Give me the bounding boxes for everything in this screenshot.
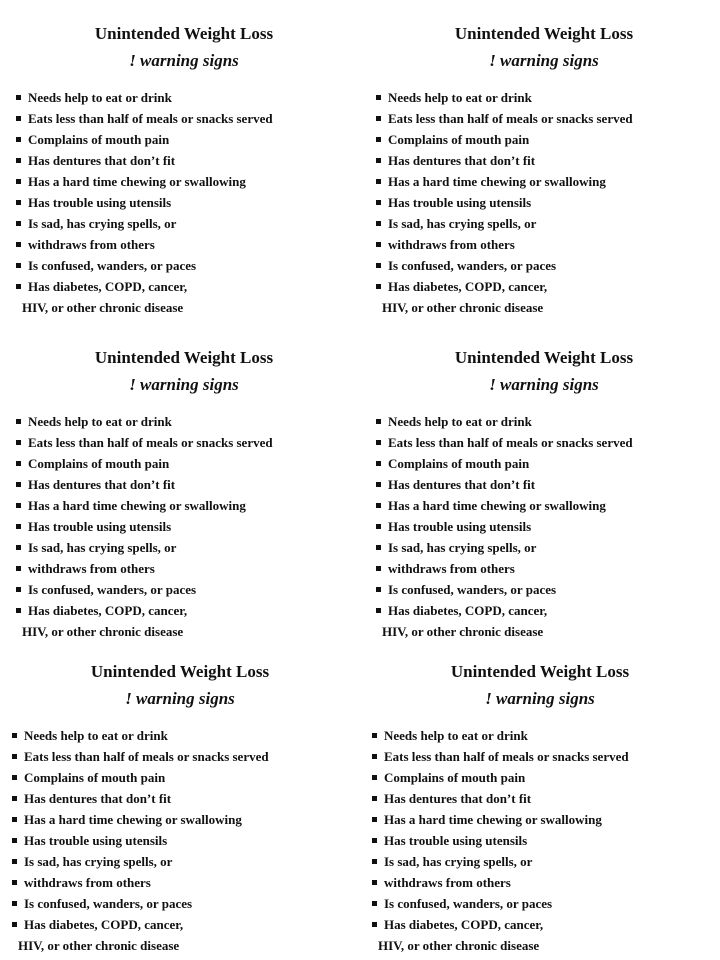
list-item: Complains of mouth pain — [14, 129, 273, 150]
list-item: Eats less than half of meals or snacks served — [374, 108, 633, 129]
bullet-square-icon — [376, 419, 381, 424]
list-item: Has trouble using utensils — [370, 830, 629, 851]
card-title: Unintended Weight Loss — [94, 348, 274, 367]
bullet-square-icon — [376, 284, 381, 289]
card-subtitle: ! warning signs — [129, 375, 239, 394]
bullet-square-icon — [16, 419, 21, 424]
list-item: withdraws from others — [10, 872, 269, 893]
bullet-square-icon — [16, 158, 21, 163]
card-subtitle: ! warning signs — [489, 51, 599, 70]
list-item: Has a hard time chewing or swallowing — [14, 171, 273, 192]
list-item: Has a hard time chewing or swallowing — [14, 495, 273, 516]
bullet-square-icon — [376, 545, 381, 550]
bullet-square-icon — [372, 901, 377, 906]
bullet-square-icon — [12, 859, 17, 864]
list-item: Has a hard time chewing or swallowing — [374, 171, 633, 192]
list-item: Has dentures that don’t fit — [10, 788, 269, 809]
list-item: Has diabetes, COPD, cancer, — [374, 276, 633, 297]
list-item: Has trouble using utensils — [14, 516, 273, 537]
list-item: Has a hard time chewing or swallowing — [374, 495, 633, 516]
bullet-square-icon — [372, 922, 377, 927]
list-item: withdraws from others — [374, 558, 633, 579]
bullet-square-icon — [16, 200, 21, 205]
bullet-square-icon — [16, 284, 21, 289]
bullet-square-icon — [16, 440, 21, 445]
list-item: Complains of mouth pain — [14, 453, 273, 474]
bullet-square-icon — [376, 200, 381, 205]
warning-sign-list — [10, 725, 269, 956]
list-item-continuation: HIV, or other chronic disease — [18, 938, 180, 953]
bullet-square-icon — [12, 733, 17, 738]
bullet-square-icon — [376, 95, 381, 100]
card-title: Unintended Weight Loss — [454, 348, 634, 367]
warning-sign-list — [14, 87, 273, 318]
list-item-continuation: HIV, or other chronic disease — [378, 938, 540, 953]
list-item-continuation: HIV, or other chronic disease — [22, 300, 184, 315]
list-item: Has dentures that don’t fit — [14, 150, 273, 171]
bullet-square-icon — [376, 158, 381, 163]
bullet-square-icon — [372, 838, 377, 843]
bullet-square-icon — [12, 880, 17, 885]
bullet-square-icon — [376, 263, 381, 268]
card-title: Unintended Weight Loss — [90, 662, 270, 681]
bullet-square-icon — [16, 242, 21, 247]
card-subtitle: ! warning signs — [129, 51, 239, 70]
bullet-square-icon — [376, 242, 381, 247]
list-item: Is sad, has crying spells, or — [374, 537, 633, 558]
list-item: Is sad, has crying spells, or — [14, 213, 273, 234]
list-item: withdraws from others — [374, 234, 633, 255]
list-item: Eats less than half of meals or snacks served — [14, 432, 273, 453]
card-title: Unintended Weight Loss — [94, 24, 274, 43]
list-item: Needs help to eat or drink — [374, 87, 633, 108]
card-title: Unintended Weight Loss — [454, 24, 634, 43]
bullet-square-icon — [16, 137, 21, 142]
card-subtitle: ! warning signs — [485, 689, 595, 708]
bullet-square-icon — [12, 817, 17, 822]
list-item: Has diabetes, COPD, cancer, — [14, 600, 273, 621]
bullet-square-icon — [376, 461, 381, 466]
list-item-continuation: HIV, or other chronic disease — [22, 624, 184, 639]
list-item: Is confused, wanders, or paces — [10, 893, 269, 914]
list-item: Has dentures that don’t fit — [374, 150, 633, 171]
list-item: Has diabetes, COPD, cancer, — [10, 914, 269, 935]
list-item: Is sad, has crying spells, or — [370, 851, 629, 872]
bullet-square-icon — [12, 775, 17, 780]
bullet-square-icon — [16, 461, 21, 466]
list-item: Has a hard time chewing or swallowing — [370, 809, 629, 830]
bullet-square-icon — [376, 116, 381, 121]
list-item: Has dentures that don’t fit — [370, 788, 629, 809]
list-item: Complains of mouth pain — [374, 453, 633, 474]
warning-sign-list — [374, 87, 633, 318]
list-item: Complains of mouth pain — [374, 129, 633, 150]
list-item: Has dentures that don’t fit — [14, 474, 273, 495]
bullet-square-icon — [16, 179, 21, 184]
bullet-square-icon — [16, 263, 21, 268]
bullet-square-icon — [372, 775, 377, 780]
list-item: Is sad, has crying spells, or — [374, 213, 633, 234]
bullet-square-icon — [372, 859, 377, 864]
bullet-square-icon — [12, 796, 17, 801]
list-item: Needs help to eat or drink — [14, 411, 273, 432]
list-item: Needs help to eat or drink — [374, 411, 633, 432]
bullet-square-icon — [12, 922, 17, 927]
list-item: withdraws from others — [370, 872, 629, 893]
bullet-square-icon — [376, 137, 381, 142]
list-item: Is confused, wanders, or paces — [14, 255, 273, 276]
list-item: Has trouble using utensils — [10, 830, 269, 851]
list-item: Has dentures that don’t fit — [374, 474, 633, 495]
bullet-square-icon — [376, 440, 381, 445]
list-item: Is sad, has crying spells, or — [14, 537, 273, 558]
bullet-square-icon — [372, 817, 377, 822]
bullet-square-icon — [372, 880, 377, 885]
bullet-square-icon — [372, 733, 377, 738]
list-item: Has diabetes, COPD, cancer, — [374, 600, 633, 621]
bullet-square-icon — [372, 796, 377, 801]
bullet-square-icon — [16, 221, 21, 226]
list-item: Eats less than half of meals or snacks served — [370, 746, 629, 767]
bullet-square-icon — [376, 503, 381, 508]
list-item: Complains of mouth pain — [370, 767, 629, 788]
list-item: Is confused, wanders, or paces — [370, 893, 629, 914]
card-title: Unintended Weight Loss — [450, 662, 630, 681]
list-item: Is confused, wanders, or paces — [374, 255, 633, 276]
bullet-square-icon — [12, 901, 17, 906]
bullet-square-icon — [376, 179, 381, 184]
list-item: Has diabetes, COPD, cancer, — [14, 276, 273, 297]
list-item: Is confused, wanders, or paces — [14, 579, 273, 600]
bullet-square-icon — [376, 566, 381, 571]
list-item: withdraws from others — [14, 234, 273, 255]
list-item-continuation: HIV, or other chronic disease — [382, 624, 544, 639]
bullet-square-icon — [376, 482, 381, 487]
bullet-square-icon — [376, 608, 381, 613]
list-item: Needs help to eat or drink — [10, 725, 269, 746]
bullet-square-icon — [16, 116, 21, 121]
list-item: Is sad, has crying spells, or — [10, 851, 269, 872]
list-item: Eats less than half of meals or snacks served — [374, 432, 633, 453]
list-item: Needs help to eat or drink — [370, 725, 629, 746]
warning-sign-list — [14, 411, 273, 642]
list-item: withdraws from others — [14, 558, 273, 579]
bullet-square-icon — [12, 754, 17, 759]
warning-sign-list — [374, 411, 633, 642]
list-item: Has diabetes, COPD, cancer, — [370, 914, 629, 935]
list-item: Has trouble using utensils — [374, 516, 633, 537]
bullet-square-icon — [16, 95, 21, 100]
bullet-square-icon — [16, 608, 21, 613]
bullet-square-icon — [16, 545, 21, 550]
list-item: Has trouble using utensils — [14, 192, 273, 213]
list-item: Has a hard time chewing or swallowing — [10, 809, 269, 830]
bullet-square-icon — [16, 524, 21, 529]
list-item: Complains of mouth pain — [10, 767, 269, 788]
list-item: Has trouble using utensils — [374, 192, 633, 213]
bullet-square-icon — [376, 524, 381, 529]
card-subtitle: ! warning signs — [489, 375, 599, 394]
bullet-square-icon — [12, 838, 17, 843]
warning-sign-list — [370, 725, 629, 956]
list-item: Eats less than half of meals or snacks served — [14, 108, 273, 129]
bullet-square-icon — [16, 503, 21, 508]
list-item: Eats less than half of meals or snacks served — [10, 746, 269, 767]
bullet-square-icon — [376, 221, 381, 226]
bullet-square-icon — [16, 566, 21, 571]
list-item-continuation: HIV, or other chronic disease — [382, 300, 544, 315]
bullet-square-icon — [376, 587, 381, 592]
bullet-square-icon — [16, 482, 21, 487]
bullet-square-icon — [372, 754, 377, 759]
list-item: Needs help to eat or drink — [14, 87, 273, 108]
bullet-square-icon — [16, 587, 21, 592]
card-subtitle: ! warning signs — [125, 689, 235, 708]
list-item: Is confused, wanders, or paces — [374, 579, 633, 600]
